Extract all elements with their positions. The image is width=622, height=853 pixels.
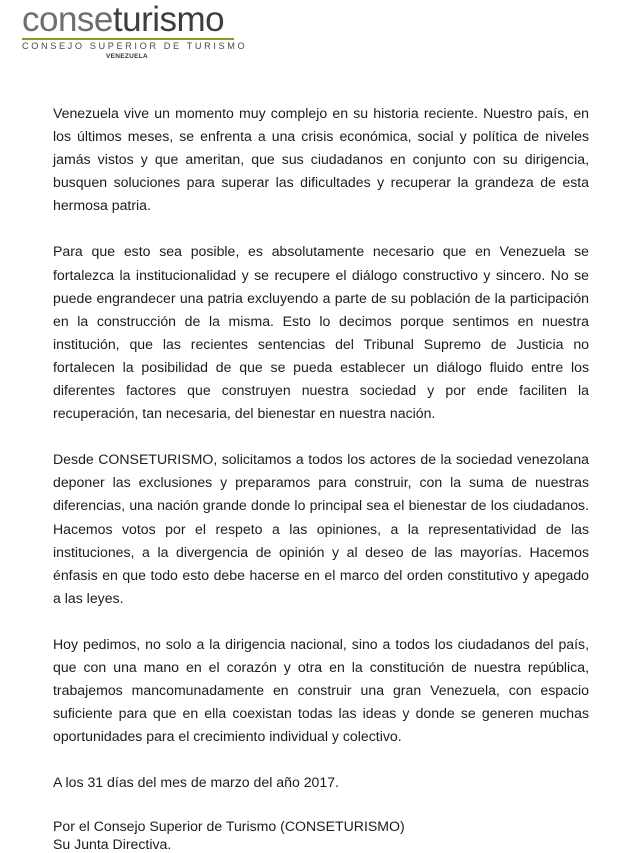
conseturismo-logo bbox=[22, 0, 248, 61]
paragraph-2: Para que esto sea posible, es absolutamente necesario que en Venezuela se fortalezca la institucionalidad y se recupere el diálogo constructivo y sincero. No se puede engrandecer una patria excluyendo a parte de su población de la participación en la construcción de la misma. Esto lo decimos porque sentimos en nuestra institución, que las recientes sentencias del Tribunal Supremo de Justicia no fortalecen la posibilidad de que se pueda establecer un diálogo fluido entre los diferentes factores que construyen nuestra sociedad y por ende faciliten la recuperación, tan necesaria, del bienestar en nuestra nación. bbox=[53, 243, 589, 422]
logo-wordmark-conse: conse bbox=[22, 0, 113, 39]
logo-country: VENEZUELA bbox=[105, 53, 149, 60]
paragraph-1: Venezuela vive un momento muy complejo en su historia reciente. Nuestro país, en los últimos meses, se enfrenta a una crisis económica, social y política de niveles jamás vistos y que ameritan, que sus ciudadanos en conjunto con su dirigencia, busquen soluciones para superar las dificultades y recuperar la grandeza de esta hermosa patria. bbox=[53, 105, 589, 214]
paragraph-3: Desde CONSETURISMO, solicitamos a todos los actores de la sociedad venezolana deponer las exclusiones y preparamos para construir, con la suma de nuestras diferencias, una nación grande donde lo principal sea el bienestar de los ciudadanos. Hacemos votos por el respeto a las opiniones, a la representatividad de las instituciones, a la divergencia de opinión y al deseo de las mayorías. Hacemos énfasis en que todo esto debe hacerse en el marco del orden constitutivo y apegado a las leyes. bbox=[53, 451, 589, 606]
paragraph-4: Hoy pedimos, no solo a la dirigencia nacional, sino a todos los ciudadanos del país, que con una mano en el corazón y otra en la constitución de nuestra república, trabajemos mancomunadamente en construir una gran Venezuela, con espacio suficiente para que en ella coexistan todas las ideas y donde se generen muchas oportunidades para el crecimiento individual y colectivo. bbox=[53, 635, 589, 745]
letter-body bbox=[53, 102, 589, 853]
signature-line-1: Por el Consejo Superior de Turismo (CONSETURISMO) bbox=[53, 818, 405, 835]
logo-wordmark bbox=[22, 2, 234, 38]
logo-subtitle: CONSEJO SUPERIOR DE TURISMO bbox=[22, 41, 248, 51]
signature-line-2: Su Junta Directiva. bbox=[53, 836, 172, 853]
date-line: A los 31 días del mes de marzo del año 2017. bbox=[53, 774, 339, 791]
logo-wordmark-turismo: turismo bbox=[112, 0, 225, 39]
